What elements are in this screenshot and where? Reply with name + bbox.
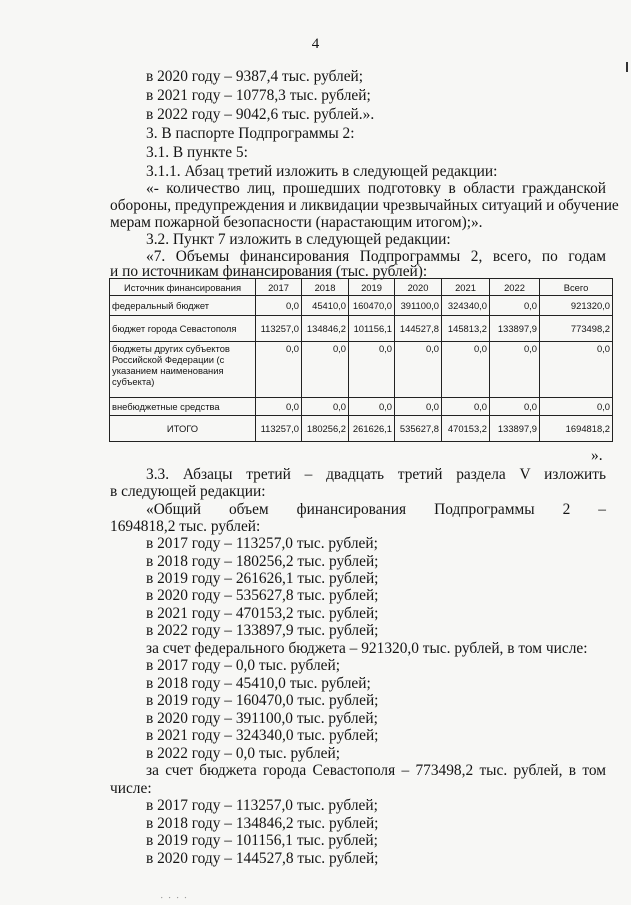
quote-close: ».	[591, 447, 603, 464]
text-line: за счет федерального бюджета – 921320,0 тыс. рублей, в том числе:	[146, 640, 588, 657]
table-cell: 0,0	[395, 342, 442, 398]
table-cell: 133897,9	[490, 316, 540, 342]
table-cell: 134846,2	[302, 316, 349, 342]
text-line: «7. Объемы финансирования Подпрограммы 2, всего, по годам	[146, 248, 606, 265]
table-cell: 0,0	[490, 398, 540, 416]
quote-line: «- количество лиц, прошедших подготовку в области гражданской	[146, 180, 606, 197]
table-row-label: бюджеты других субъектов Российской Федерации (с указанием наименования субъекта)	[110, 342, 256, 398]
text-line: 3.1.1. Абзац третий изложить в следующей редакции:	[146, 163, 498, 180]
quote-line: обороны, предупреждения и ликвидации чрезвычайных ситуаций и обучение	[110, 197, 619, 214]
table-cell: 535627,8	[395, 416, 442, 442]
year-line: в 2021 году – 470153,2 тыс. рублей;	[146, 605, 379, 622]
scan-artifact: ⋅ ⋅ ⋅ ⋅	[160, 893, 189, 904]
financing-table	[109, 278, 613, 442]
table-cell: 144527,8	[395, 316, 442, 342]
table-cell: 0,0	[349, 398, 395, 416]
section-heading: 3. В паспорте Подпрограммы 2:	[146, 125, 355, 142]
table-cell: 113257,0	[256, 416, 302, 442]
table-cell: 470153,2	[442, 416, 490, 442]
table-row-label: бюджет города Севастополя	[110, 316, 256, 342]
table-cell: 101156,1	[349, 316, 395, 342]
text-line: 3.2. Пункт 7 изложить в следующей редакции:	[146, 231, 451, 248]
table-cell: 0,0	[395, 398, 442, 416]
year-line: в 2019 году – 261626,1 тыс. рублей;	[146, 570, 379, 587]
table-cell: 0,0	[540, 398, 613, 416]
table-row	[110, 342, 613, 398]
table-header-cell: 2018	[302, 279, 349, 296]
table-cell: 0,0	[302, 342, 349, 398]
year-line: в 2017 году – 0,0 тыс. рублей;	[146, 657, 340, 674]
table-total-row	[110, 416, 613, 442]
text-line: в 2020 году – 9387,4 тыс. рублей;	[146, 68, 364, 85]
table-header-cell: Источник финансирования	[110, 279, 256, 296]
text-line: за счет бюджета города Севастополя – 773498,2 тыс. рублей, в том	[146, 762, 606, 779]
table-cell: 0,0	[302, 398, 349, 416]
table-cell: 145813,2	[442, 316, 490, 342]
table-cell: 0,0	[442, 342, 490, 398]
year-line: в 2022 году – 133897,9 тыс. рублей;	[146, 622, 379, 639]
table-cell: 261626,1	[349, 416, 395, 442]
table-header-cell: 2019	[349, 279, 395, 296]
year-line: в 2019 году – 160470,0 тыс. рублей;	[146, 692, 379, 709]
year-line: в 2021 году – 324340,0 тыс. рублей;	[146, 727, 379, 744]
table-cell: 0,0	[490, 342, 540, 398]
table-row-label: внебюджетные средства	[110, 398, 256, 416]
table-cell: 0,0	[442, 398, 490, 416]
year-line: в 2017 году – 113257,0 тыс. рублей;	[146, 797, 378, 814]
table-header-cell: 2017	[256, 279, 302, 296]
table-cell: 0,0	[256, 398, 302, 416]
table-header-row	[110, 279, 613, 296]
text-line: в 2021 году – 10778,3 тыс. рублей;	[146, 87, 371, 104]
table-cell: 0,0	[256, 342, 302, 398]
table-cell: 921320,0	[540, 296, 613, 316]
table-cell: 0,0	[256, 296, 302, 316]
text-line: в следующей редакции:	[110, 483, 266, 500]
table-cell: 113257,0	[256, 316, 302, 342]
table-cell: 45410,0	[302, 296, 349, 316]
text-line: 3.3. Абзацы третий – двадцать третий раздела V изложить	[146, 466, 606, 483]
year-line: в 2020 году – 391100,0 тыс. рублей;	[146, 710, 378, 727]
table-cell: 0,0	[540, 342, 613, 398]
year-line: в 2018 году – 45410,0 тыс. рублей;	[146, 675, 371, 692]
text-line: в 2022 году – 9042,6 тыс. рублей.».	[146, 106, 375, 123]
year-line: в 2022 году – 0,0 тыс. рублей;	[146, 745, 340, 762]
table-cell: 773498,2	[540, 316, 613, 342]
text-line: «Общий объем финансирования Подпрограммы 2 –	[146, 501, 606, 518]
table-cell: 324340,0	[442, 296, 490, 316]
table-header-cell: 2020	[395, 279, 442, 296]
table-row	[110, 316, 613, 342]
year-line: в 2017 году – 113257,0 тыс. рублей;	[146, 535, 378, 552]
table-cell: 1694818,2	[540, 416, 613, 442]
year-line: в 2020 году – 144527,8 тыс. рублей;	[146, 850, 379, 867]
table-cell: 160470,0	[349, 296, 395, 316]
quote-line: мерам пожарной безопасности (нарастающим итогом);».	[110, 214, 483, 231]
text-line: числе:	[110, 780, 152, 797]
text-line: 3.1. В пункте 5:	[146, 144, 248, 161]
year-line: в 2018 году – 180256,2 тыс. рублей;	[146, 553, 379, 570]
year-line: в 2020 году – 535627,8 тыс. рублей;	[146, 587, 379, 604]
text-line: и по источникам финансирования (тыс. рублей):	[110, 263, 428, 280]
table-cell: 133897,9	[490, 416, 540, 442]
table-cell: 0,0	[349, 342, 395, 398]
table-row-label: ИТОГО	[110, 416, 256, 442]
table-cell: 180256,2	[302, 416, 349, 442]
table-row	[110, 296, 613, 316]
text-line: 1694818,2 тыс. рублей:	[110, 518, 261, 535]
table-row-label: федеральный бюджет	[110, 296, 256, 316]
table-header-cell: Всего	[540, 279, 613, 296]
table-header-cell: 2021	[442, 279, 490, 296]
year-line: в 2019 году – 101156,1 тыс. рублей;	[146, 832, 378, 849]
table-header-cell: 2022	[490, 279, 540, 296]
scan-edge-mark	[626, 62, 628, 72]
table-cell: 0,0	[490, 296, 540, 316]
page-number: 4	[311, 36, 320, 52]
table-row	[110, 398, 613, 416]
year-line: в 2018 году – 134846,2 тыс. рублей;	[146, 815, 379, 832]
table-cell: 391100,0	[395, 296, 442, 316]
